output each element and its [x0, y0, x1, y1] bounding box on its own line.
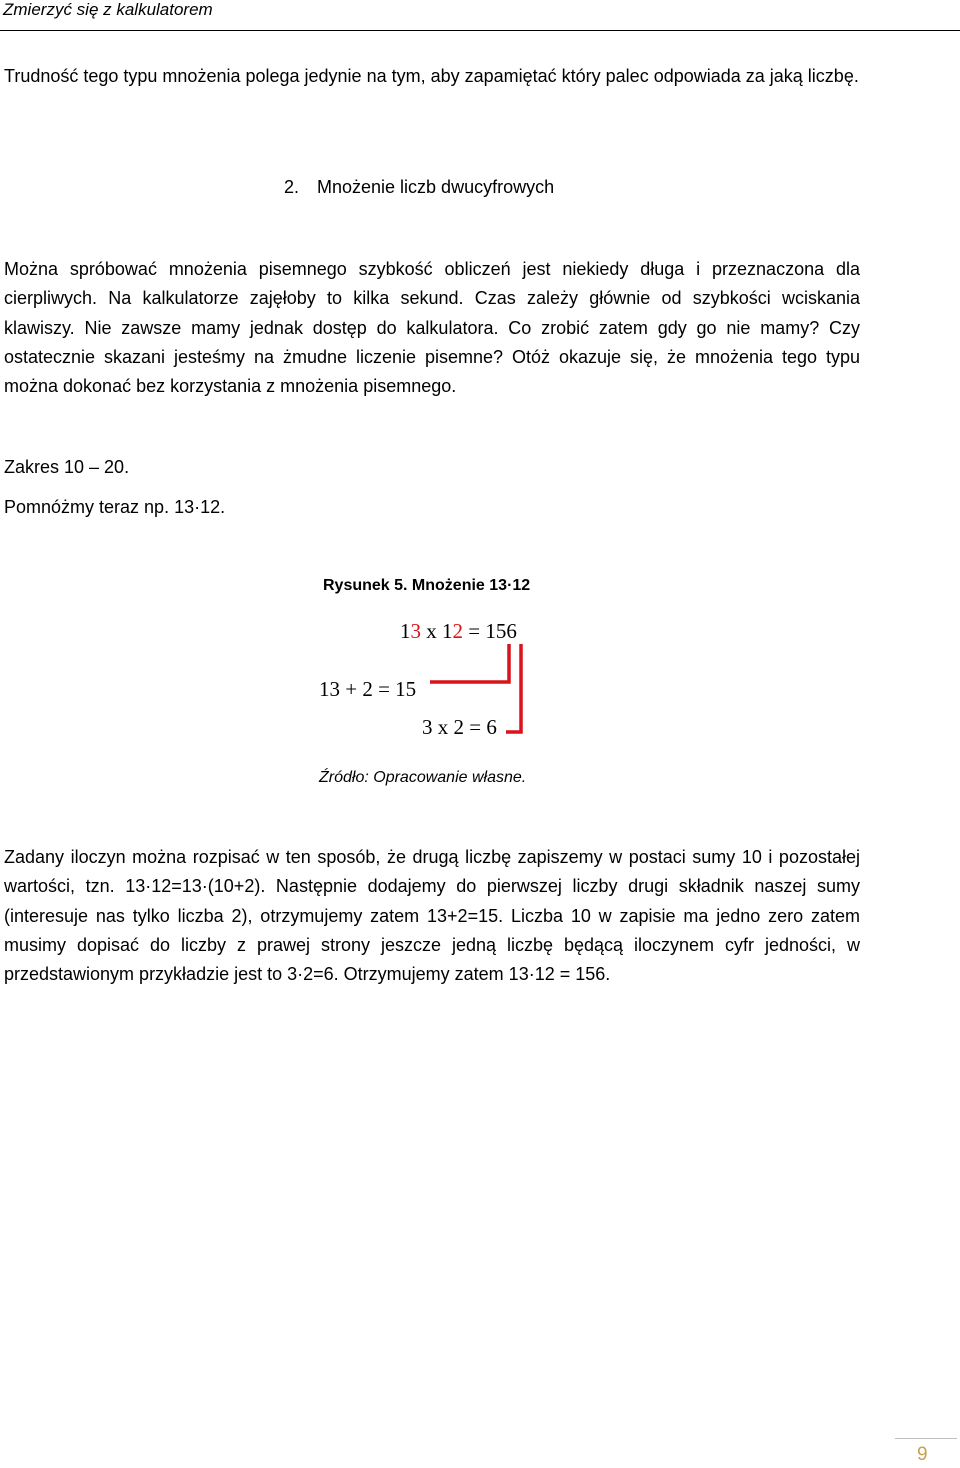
running-header: Zmierzyć się z kalkulatorem: [3, 0, 213, 19]
range-heading: Zakres 10 – 20.: [4, 457, 130, 477]
intro-paragraph: Trudność tego typu mnożenia polega jedynie na tym, aby zapamiętać który palec odpowiada za jaką liczbę.: [4, 66, 859, 86]
top-equation: 13 x 12 = 156: [400, 619, 517, 643]
section-title: Mnożenie liczb dwucyfrowych: [317, 177, 555, 197]
multiplication-diagram: [310, 612, 540, 747]
bottom-equation: 3 x 2 = 6: [422, 715, 497, 739]
example-line: Pomnóżmy teraz np. 13·12.: [4, 497, 226, 517]
figure-source: Źródło: Opracowanie własne.: [319, 769, 527, 786]
section-number: 2.: [284, 177, 300, 197]
page-number: 9: [917, 1444, 928, 1465]
left-equation: 13 + 2 = 15: [319, 677, 417, 701]
section-heading: [284, 175, 554, 199]
bracket-line-left: [430, 644, 509, 682]
header-divider: [0, 30, 960, 31]
multiplication-figure: [310, 612, 540, 747]
body-paragraph: Można spróbować mnożenia pisemnego szybkość obliczeń jest niekiedy długa i przeznaczona dla cierpliwych. Na kalkulatorze zajęłoby to kilka sekund. Czas zależy głównie od szybkości wciskania klawiszy. Nie zawsze mamy jednak dostęp do kalkulatora. Co zrobić zatem gdy go nie mamy? Czy ostatecznie skazani jesteśmy na żmudne liczenie pisemne? Otóż okazuje się, że mnożenia tego typu można dokonać bez korzystania z mnożenia pisemnego.: [4, 259, 860, 397]
explanation-paragraph: Zadany iloczyn można rozpisać w ten sposób, że drugą liczbę zapiszemy w postaci sumy 10 i pozostałej wartości, tzn. 13·12=13·(10+2). Następnie dodajemy do pierwszej liczby drugi składnik naszej sumy (interesuje nas tylko liczba 2), otrzymujemy zatem 13+2=15. Liczba 10 w zapisie ma jedno zero zatem musimy dopisać do liczby z prawej strony jeszcze jedną liczbę będącą iloczynem cyfr jedności, w przedstawionym przykładzie jest to 3·2=6. Otrzymujemy zatem 13·12 = 156.: [4, 847, 860, 985]
figure-caption: Rysunek 5. Mnożenie 13·12: [323, 577, 531, 594]
footer-divider: [895, 1438, 957, 1439]
